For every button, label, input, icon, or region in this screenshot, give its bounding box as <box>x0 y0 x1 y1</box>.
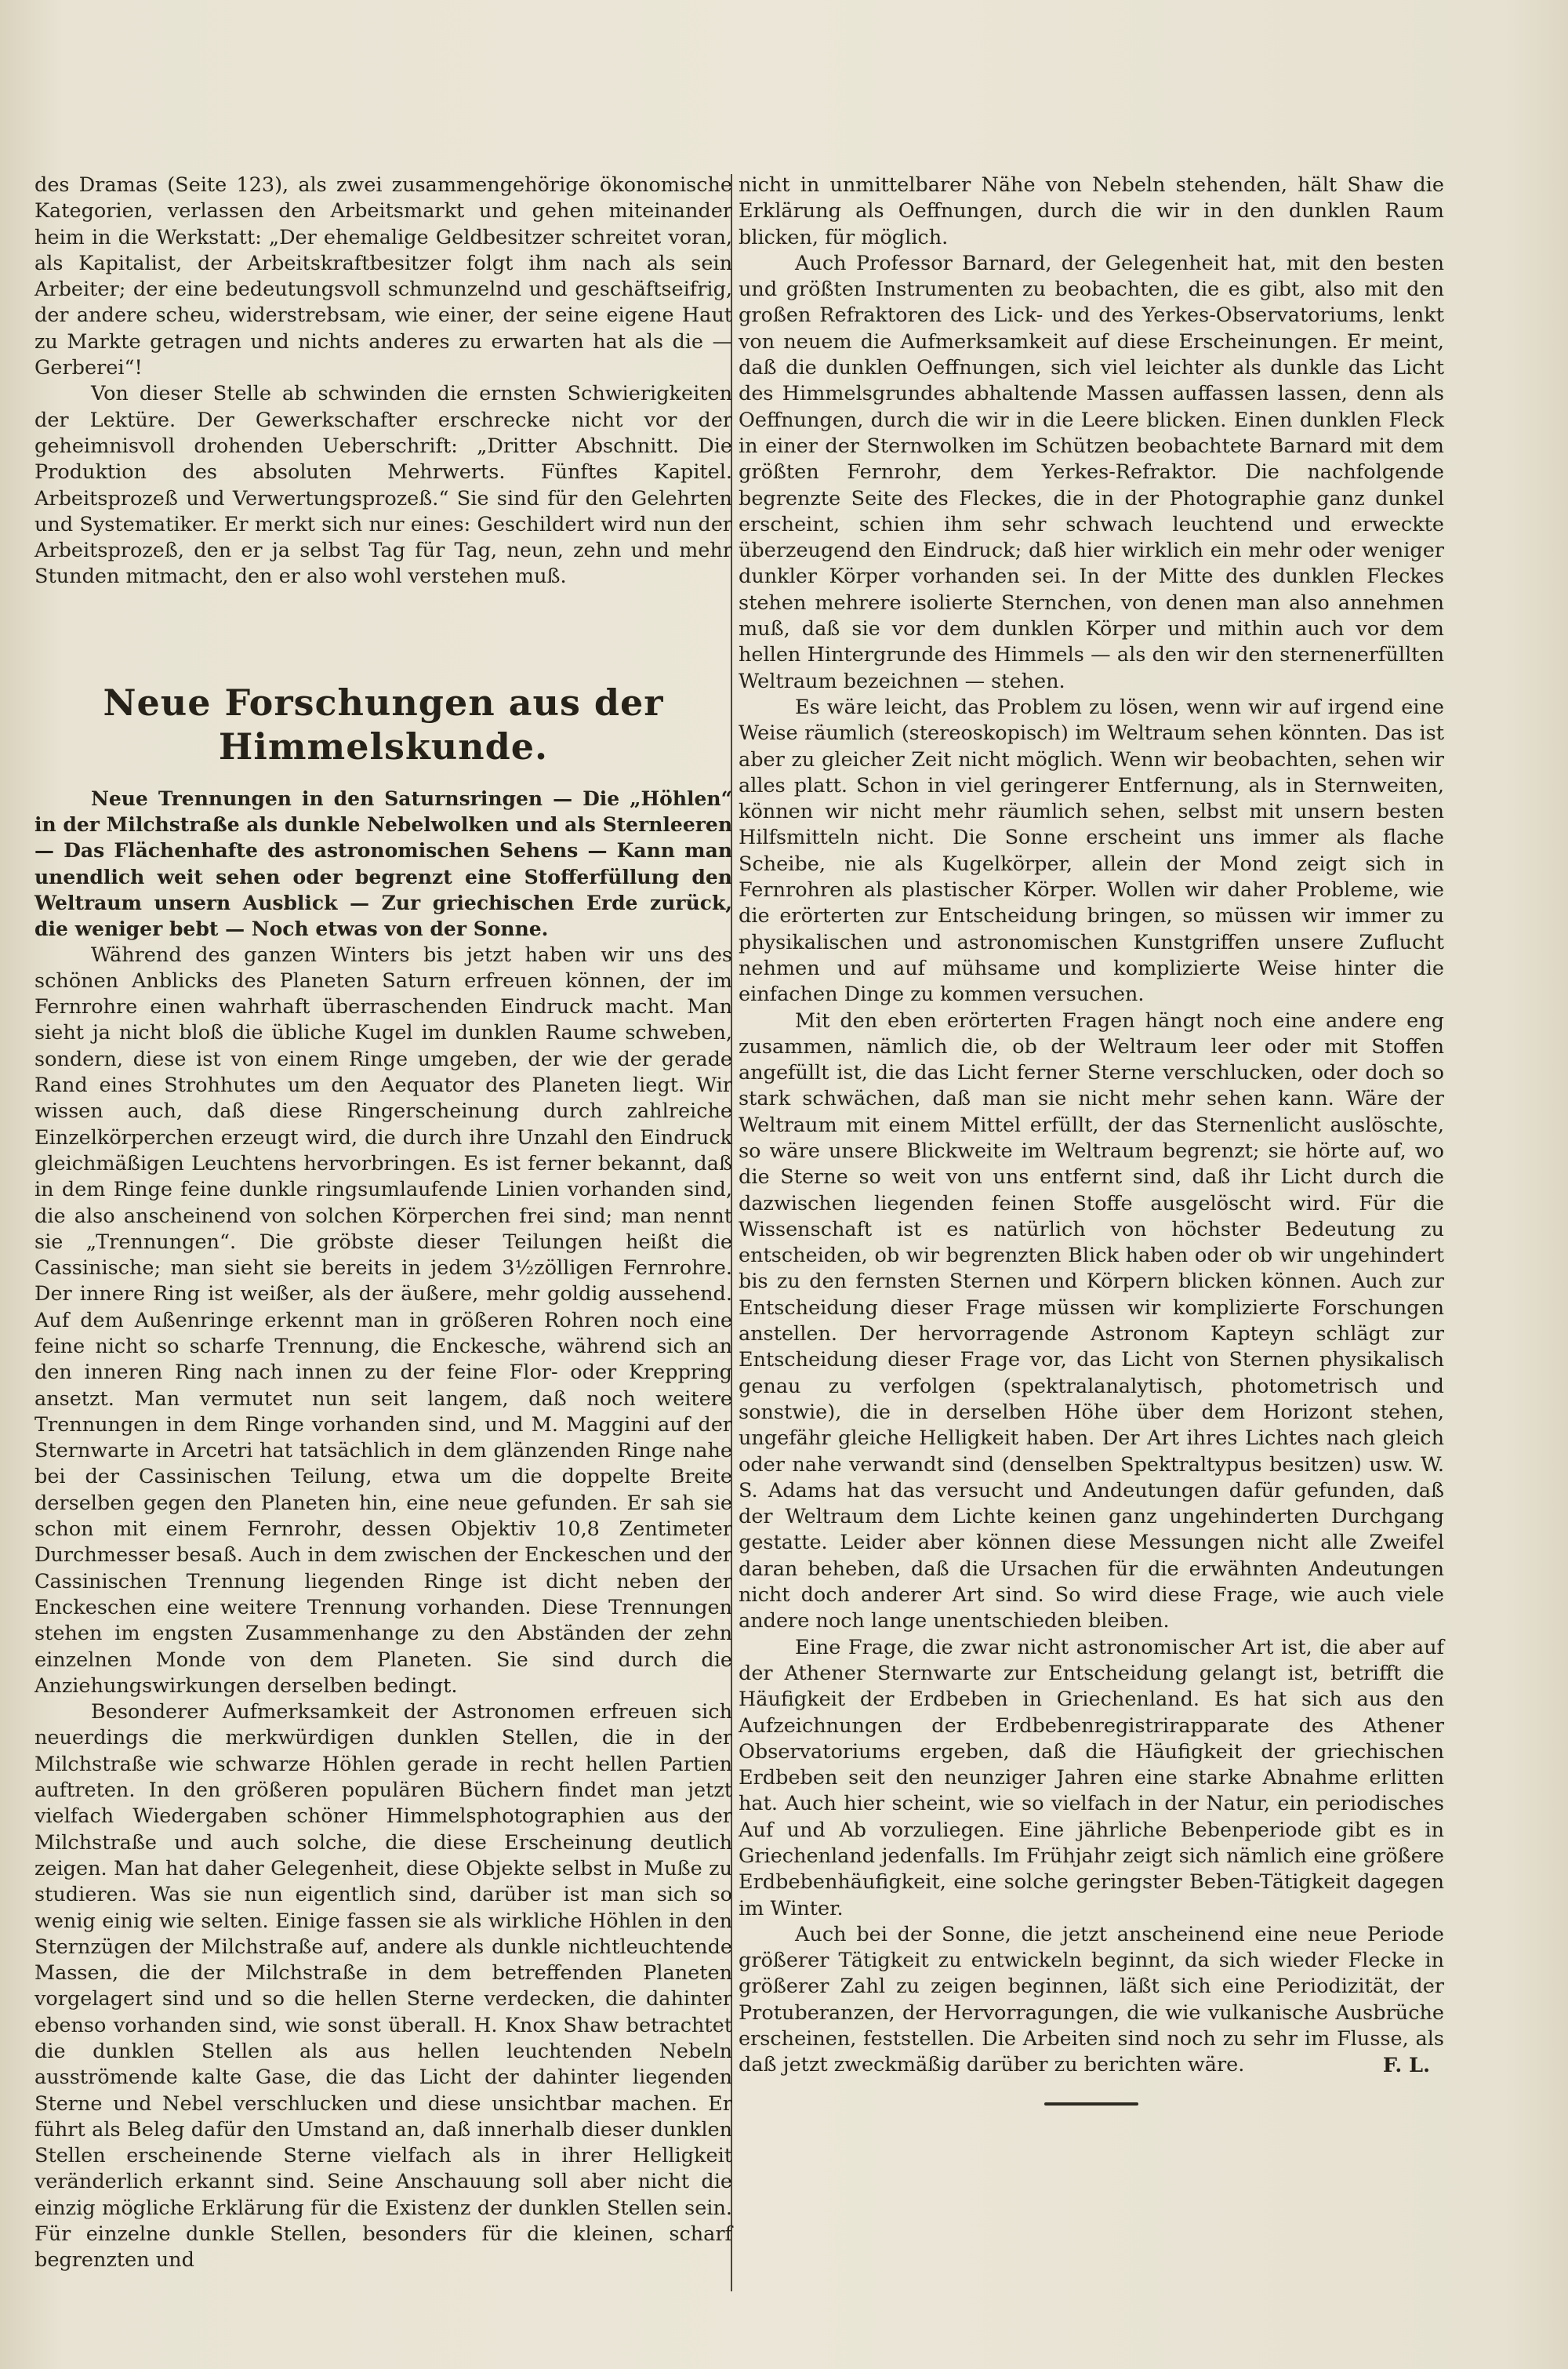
article-paragraph: Eine Frage, die zwar nicht astronomischer Art ist, die aber auf der Athener Sternwarte zur Entscheidung gelangt ist, betrifft die Häufigkeit der Erdbeben in Griechenland. Es hat sich aus den Aufzeichnungen der Erdbebenregistrirapparate des Athener Observatoriums ergeben, daß die Häufigkeit der griechischen Erdbeben seit den neunziger Jahren eine starke Abnahme erlitten hat. Auch hier scheint, wie so vielfach in der Natur, ein periodisches Auf und Ab vorzuliegen. Eine jährliche Bebenperiode gibt es in Griechenland jedenfalls. Im Frühjahr zeigt sich nämlich eine größere Erdbebenhäufigkeit, eine solche geringster Beben-Tätigkeit dagegen im Winter. <box>739 1635 1444 1920</box>
article-paragraph: Auch bei der Sonne, die jetzt anscheinend eine neue Periode größerer Tätigkeit zu entwickeln beginnt, da sich wieder Flecke in größerer Zahl zu zeigen beginnen, läßt sich eine Periodizität, der Protuberanzen, der Hervorragungen, die wie vulkanische Ausbrüche erscheinen, feststellen. Die Arbeiten sind noch zu sehr im Flusse, als daß jetzt zweckmäßig darüber zu berichten wäre. <box>739 1922 1444 2077</box>
end-rule <box>1044 2102 1138 2106</box>
article-subhead: Neue Trennungen in den Saturnsringen — Die „Höhlen“ in der Milchstraße als dunkle Nebelwolken und als Sternleeren — Das Flächenhafte des astronomischen Sehens — Kann man unendlich weit sehen oder begrenzt eine Stofferfüllung den Weltraum unsern Ausblick — Zur griechischen Erde zurück, die weniger bebt — Noch etwas von der Sonne. <box>34 787 732 941</box>
left-column <box>34 173 732 2274</box>
article-paragraph: Auch Professor Barnard, der Gelegenheit hat, mit den besten und größten Instrumenten zu beobachten, die es gibt, also mit den großen Refraktoren des Lick- und des Yerkes-Observatoriums, lenkt von neuem die Aufmerksamkeit auf diese Erscheinungen. Er meint, daß die dunklen Oeffnungen, sich viel leichter als dunkle das Licht des Himmelsgrundes abhaltende Massen auffassen lassen, denn als Oeffnungen, durch die wir in die Leere blicken. Einen dunklen Fleck in einer der Sternwolken im Schützen beobachtete Barnard mit dem größten Fernrohr, dem Yerkes-Refraktor. Die nachfolgende begrenzte Seite des Fleckes, die in der Photographie ganz dunkel erscheint, schien ihm sehr schwach leuchtend und erweckte überzeugend den Eindruck; daß hier wirklich ein mehr oder weniger dunkler Körper vorhanden sei. In der Mitte des dunklen Fleckes stehen mehrere isolierte Sternchen, von denen man also annehmen muß, daß sie vor dem dunklen Körper und mithin auch vor dem hellen Hintergrunde des Himmels — als den wir den sternenerfüllten Weltraum bezeichnen — stehen. <box>739 251 1444 693</box>
article-paragraph: Mit den eben erörterten Fragen hängt noch eine andere eng zusammen, nämlich die, ob der Weltraum leer oder mit Stoffen angefüllt ist, die das Licht ferner Sterne verschlucken, oder doch so stark schwächen, daß man sie nicht mehr sehen kann. Wäre der Weltraum mit einem Mittel erfüllt, der das Sternenlicht auslöschte, so wäre unsere Blickweite im Weltraum begrenzt; sie hörte auf, wo die Sterne so weit von uns entfernt sind, daß ihr Licht durch die dazwischen liegenden feinen Stoffe ausgelöscht wird. Für die Wissenschaft ist es natürlich von höchster Bedeutung zu entscheiden, ob wir begrenzten Blick haben oder ob wir ungehindert bis zu den fernsten Sternen und Körpern blicken können. Auch zur Entscheidung dieser Frage müssen wir komplizierte Forschungen anstellen. Der hervorragende Astronom Kapteyn schlägt zur Entscheidung dieser Frage vor, das Licht von Sternen physikalisch genau zu verfolgen (spektralanalytisch, photometrisch und sonstwie), die in derselben Höhe über dem Horizont stehen, ungefähr gleiche Helligkeit haben. Der Art ihres Lichtes nach gleich oder nahe verwandt sind (denselben Spektraltypus besitzen) usw. W. S. Adams hat das versucht und Andeutungen dafür gefunden, daß der Weltraum dem Lichte keinen ganz ungehinderten Durchgang gestatte. Leider aber können diese Messungen nicht alle Zweifel daran beheben, daß die Ursachen für die erwähnten Andeutungen nicht doch anderer Art sind. So wird diese Frage, wie auch viele andere noch lange unentschieden bleiben. <box>739 1008 1444 1633</box>
right-column <box>739 173 1444 2106</box>
article-title: Neue Forschungen aus der Himmelskunde. <box>103 681 664 768</box>
article-paragraph: Besonderer Aufmerksamkeit der Astronomen erfreuen sich neuerdings die merkwürdigen dunklen Stellen, die in der Milchstraße wie schwarze Höhlen gerade in recht hellen Partien auftreten. In den größeren populären Büchern findet man jetzt vielfach Wiedergaben schöner Himmelsphotographien aus der Milchstraße und auch solche, die diese Erscheinung deutlich zeigen. Man hat daher Gelegenheit, diese Objekte selbst in Muße zu studieren. Was sie nun eigentlich sind, darüber ist man sich so wenig einig wie selten. Einige fassen sie als wirkliche Höhlen in den Sternzügen der Milchstraße auf, andere als dunkle nichtleuchtende Massen, die der Milchstraße in dem betreffenden Planeten vorgelagert sind und so die hellen Sterne verdecken, die dahinter ebenso vorhanden sind, wie sonst überall. H. Knox Shaw betrachtet die dunklen Stellen als aus hellen leuchtenden Nebeln ausströmende kalte Gase, die das Licht der dahinter liegenden Sterne und Nebel verschlucken und diese unsichtbar machen. Er führt als Beleg dafür den Umstand an, daß innerhalb dieser dunklen Stellen erscheinende Sterne vielfach als in ihrer Helligkeit veränderlich erkannt sind. Seine Anschauung soll aber nicht die einzig mögliche Erklärung für die Existenz der dunklen Stellen sein. Für einzelne dunkle Stellen, besonders für die kleinen, scharf begrenzten und <box>34 1700 732 2273</box>
continuation-paragraph: des Dramas (Seite 123), als zwei zusammengehörige ökonomische Kategorien, verlassen den Arbeitsmarkt und gehen miteinander heim in die Werkstatt: „Der ehemalige Geldbesitzer schreitet voran, als Kapitalist, der Arbeitskraftbesitzer folgt ihm nach als sein Arbeiter; der eine bedeutungsvoll schmunzelnd und geschäftseifrig, der andere scheu, widerstrebsam, wie einer, der seine eigene Haut zu Markte getragen und nichts anderes zu erwarten hat als die — Gerberei“! <box>34 173 732 380</box>
article-paragraph: nicht in unmittelbarer Nähe von Nebeln stehenden, hält Shaw die Erklärung als Oeffnungen, durch die wir in den dunklen Raum blicken, für möglich. <box>739 173 1444 249</box>
continuation-paragraph-2: Von dieser Stelle ab schwinden die ernsten Schwierigkeiten der Lektüre. Der Gewerkschafter erschrecke nicht vor der geheimnisvoll drohenden Ueberschrift: „Dritter Abschnitt. Die Produktion des absoluten Mehrwerts. Fünftes Kapitel. Arbeitsprozeß und Verwertungsprozeß.“ Sie sind für den Gelehrten und Systematiker. Er merkt sich nur eines: Geschildert wird nun der Arbeitsprozeß, den er ja selbst Tag für Tag, neun, zehn und mehr Stunden mitmacht, den er also wohl verstehen muß. <box>34 382 732 589</box>
author-signature: F. L. <box>1382 2053 1430 2077</box>
article-paragraph: Während des ganzen Winters bis jetzt haben wir uns des schönen Anblicks des Planeten Saturn erfreuen können, der im Fernrohre einen wahrhaft überraschenden Eindruck macht. Man sieht ja nicht bloß die übliche Kugel im dunklen Raume schweben, sondern, diese ist von einem Ringe umgeben, der wie der gerade Rand eines Strohhutes um den Aequator des Planeten liegt. Wir wissen auch, daß diese Ringerscheinung durch zahlreiche Einzelkörperchen erzeugt wird, die durch ihre Unzahl den Eindruck gleichmäßigen Leuchtens hervorbringen. Es ist ferner bekannt, daß in dem Ringe feine dunkle ringsumlaufende Linien vorhanden sind, die also anscheinend von solchen Körperchen frei sind; man nennt sie „Trennungen“. Die gröbste dieser Teilungen heißt die Cassinische; man sieht sie bereits in jedem 3½zölligen Fernrohre. Der innere Ring ist weißer, als der äußere, mehr goldig aussehend. Auf dem Außenringe erkennt man in größeren Rohren noch eine feine nicht so scharfe Trennung, die Enckesche, während sich an den inneren Ring nach innen zu der feine Flor- oder Kreppring ansetzt. Man vermutet nun seit langem, daß noch weitere Trennungen in dem Ringe vorhanden sind, und M. Maggini auf der Sternwarte in Arcetri hat tatsächlich in dem glänzenden Ringe nahe bei der Cassinischen Teilung, etwa um die doppelte Breite derselben gegen den Planeten hin, eine neue gefunden. Er sah sie schon mit einem Fernrohr, dessen Objektiv 10,8 Zentimeter Durchmesser besaß. Auch in dem zwischen der Enckeschen und der Cassinischen Trennung liegenden Ringe ist dicht neben der Enckeschen eine weitere Trennung vorhanden. Diese Trennungen stehen im engsten Zusammenhange zu den Abständen der zehn einzelnen Monde von dem Planeten. Sie sind durch die Anziehungswirkungen derselben bedingt. <box>34 943 732 1698</box>
article-paragraph: Es wäre leicht, das Problem zu lösen, wenn wir auf irgend eine Weise räumlich (stereoskopisch) im Weltraum sehen könnten. Das ist aber zu gleicher Zeit nicht möglich. Wenn wir beobachten, sehen wir alles platt. Schon in viel geringerer Entfernung, als in Sternweiten, können wir nicht mehr räumlich sehen, selbst mit unsern besten Hilfsmitteln nicht. Die Sonne erscheint uns immer als flache Scheibe, nie als Kugelkörper, allein der Mond zeigt sich in Fernrohren als plastischer Körper. Wollen wir daher Probleme, wie die erörterten zur Entscheidung bringen, so müssen wir immer zu physikalischen und astronomischen Kunstgriffen unsere Zuflucht nehmen und auf mühsame und komplizierte Weise hinter die einfachen Dinge zu kommen versuchen. <box>739 695 1444 1007</box>
